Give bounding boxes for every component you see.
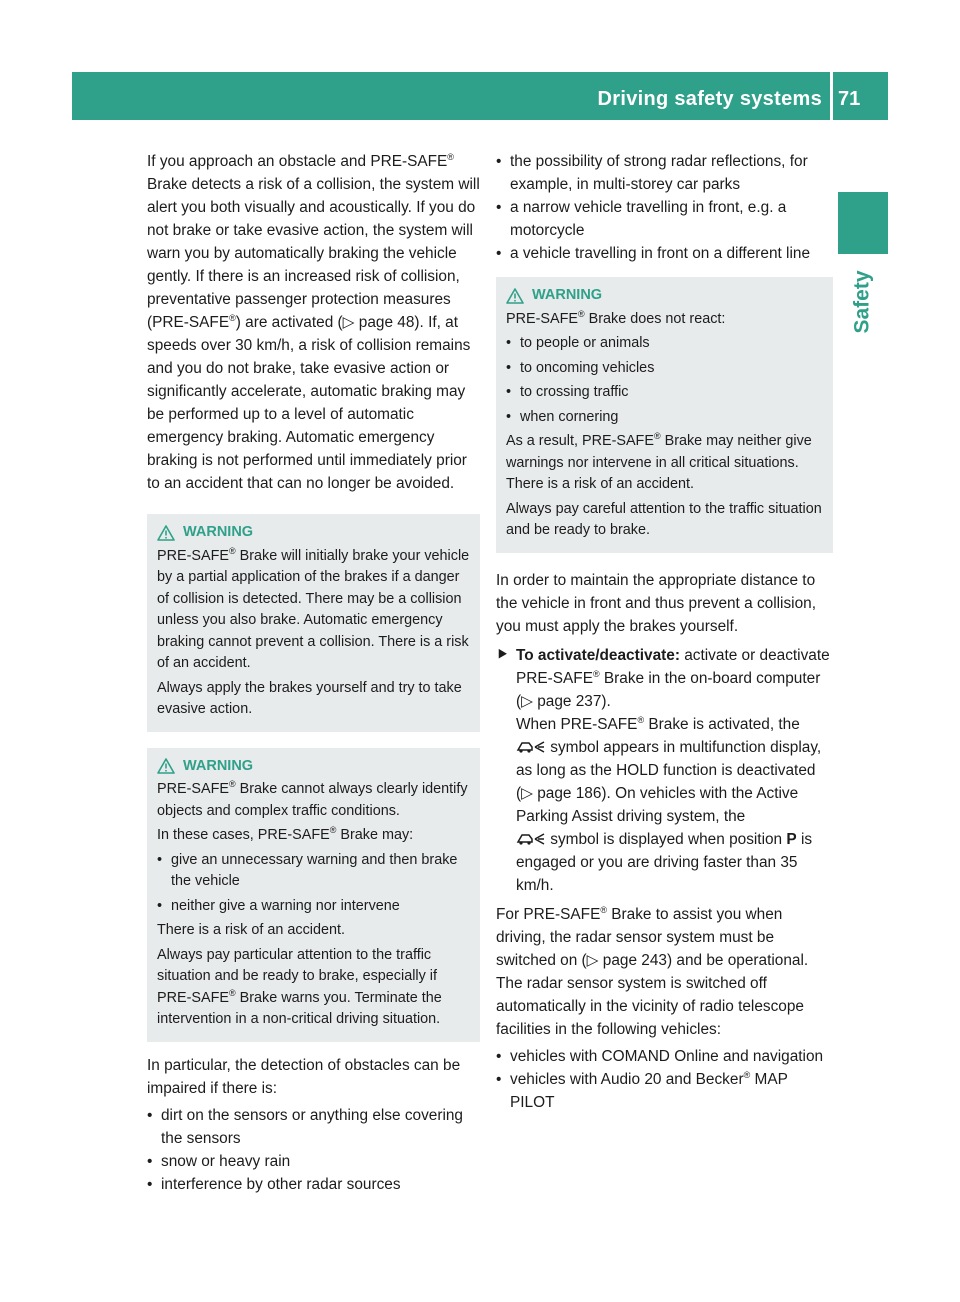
warning-text: PRE-SAFE® Brake does not react:: [506, 308, 726, 327]
list-item: • a narrow vehicle travelling in front, e.g. a motorcycle: [496, 199, 787, 239]
step-text: is engaged or you are driving faster than 35 km/h.: [516, 830, 813, 894]
step-label: To activate/deactivate:: [516, 646, 680, 664]
step-text: symbol appears in multifunction display, as long as the HOLD function is deactivated (▷ page 186). On vehicles with the Active Parking Assist driving system, the: [516, 738, 822, 825]
list-item: • to oncoming vehicles: [506, 359, 655, 376]
assist-paragraph: For PRE-SAFE® Brake to assist you when driving, the radar sensor system must be switched on (▷ page 243) and be operational.: [496, 904, 809, 969]
warning-text: Always apply the brakes yourself and try to take evasive action.: [157, 679, 462, 717]
list-item: • to people or animals: [506, 335, 650, 351]
step-text: When PRE-SAFE® Brake is activated, the: [516, 714, 800, 733]
list-item: • interference by other radar sources: [147, 1175, 401, 1193]
list-item: • vehicles with COMAND Online and navigation: [496, 1047, 824, 1065]
list-item: • snow or heavy rain: [147, 1152, 291, 1170]
warning-text: PRE-SAFE® Brake cannot always clearly identify objects and complex traffic conditions.: [157, 779, 468, 819]
list-item: • a vehicle travelling in front on a different line: [496, 245, 811, 262]
impair-list: [147, 1104, 480, 1196]
distance-paragraph: In order to maintain the appropriate distance to the vehicle in front and thus prevent a collision, you must apply the brakes yourself.: [496, 571, 816, 635]
list-item: • dirt on the sensors or anything else covering the sensors: [147, 1106, 463, 1147]
warning-triangle-icon: [157, 758, 175, 774]
step-text: symbol is displayed when position: [550, 830, 783, 848]
page-number: 71: [838, 88, 861, 110]
warning-text: As a result, PRE-SAFE® Brake may neither give warnings nor intervene in all critical situations. There is a risk of an accident.: [506, 431, 812, 492]
warning-box-1: [147, 514, 480, 732]
header-divider: [830, 72, 833, 120]
warning-text: Always pay particular attention to the traffic situation and be ready to brake, especially if PRE-SAFE® Brake warns you. Terminate the intervention in a non-critical driving situation.: [157, 946, 442, 1027]
right-column: [496, 150, 833, 1114]
list-item: • the possibility of strong radar reflections, for example, in multi-storey car parks: [496, 153, 808, 193]
warning-triangle-icon: [506, 288, 524, 304]
list-item: • vehicles with Audio 20 and Becker® MAP PILOT: [496, 1069, 788, 1111]
brake-warning-symbol-icon: [516, 830, 546, 846]
list-item: • neither give a warning nor intervene: [157, 897, 400, 914]
warning-box-2: [147, 748, 480, 1042]
left-column: [147, 150, 480, 1196]
impair-intro: In particular, the detection of obstacles can be impaired if there is:: [147, 1056, 461, 1097]
section-title: Driving safety systems: [597, 88, 822, 110]
step-arrow-icon: ⯈: [496, 646, 509, 664]
brake-warning-symbol-icon: [516, 738, 546, 754]
warning-title: WARNING: [532, 287, 603, 303]
instruction-step: [496, 644, 833, 897]
list-item: • give an unnecessary warning and then brake the vehicle: [157, 851, 458, 889]
radar-condition-list: [496, 150, 833, 265]
warning-text: In these cases, PRE-SAFE® Brake may:: [157, 825, 414, 843]
list-item: • to crossing traffic: [506, 384, 629, 400]
step-text: activate or deactivate PRE-SAFE® Brake in the on-board computer (▷ page 237).: [516, 646, 830, 710]
warning-title: WARNING: [183, 524, 254, 540]
list-item: • when cornering: [506, 408, 619, 425]
radar-paragraph: The radar sensor system is switched off automatically in the vicinity of radio telescope facilities in the following vehicles:: [496, 974, 804, 1038]
gear-position: P: [786, 830, 797, 848]
intro-paragraph: If you approach an obstacle and PRE-SAFE® Brake detects a risk of a collision, the system will alert you both visually and acoustically. If you do not brake or take evasive action, the system will warn you by automatically braking the vehicle gently. If there is an increased risk of collision, preventative passenger protection measures (PRE-SAFE®) are activated (▷ page 48). If, at speeds over 30 km/h, a risk of collision remains and you do not brake, take evasive action or significantly accelerate, automatic braking may be performed up to a level of automatic emergency braking. Automatic emergency braking is not performed until immediately prior to an accident that can no longer be avoided.: [147, 151, 480, 492]
side-tab-marker: [838, 192, 888, 254]
vehicle-list: [496, 1045, 833, 1114]
warning-text: Always pay careful attention to the traffic situation and be ready to brake.: [506, 500, 822, 538]
warning-text: PRE-SAFE® Brake will initially brake your vehicle by a partial application of the brakes if a danger of collision is detected. There may be a collision unless you also brake. Automatic emergency braking cannot prevent a collision. There is a risk of an accident.: [157, 545, 470, 671]
warning-triangle-icon: [157, 525, 175, 541]
side-tab-label: Safety: [851, 270, 874, 334]
warning-title: WARNING: [183, 757, 254, 774]
warning-text: There is a risk of an accident.: [157, 922, 345, 938]
warning-box-3: [496, 277, 833, 553]
